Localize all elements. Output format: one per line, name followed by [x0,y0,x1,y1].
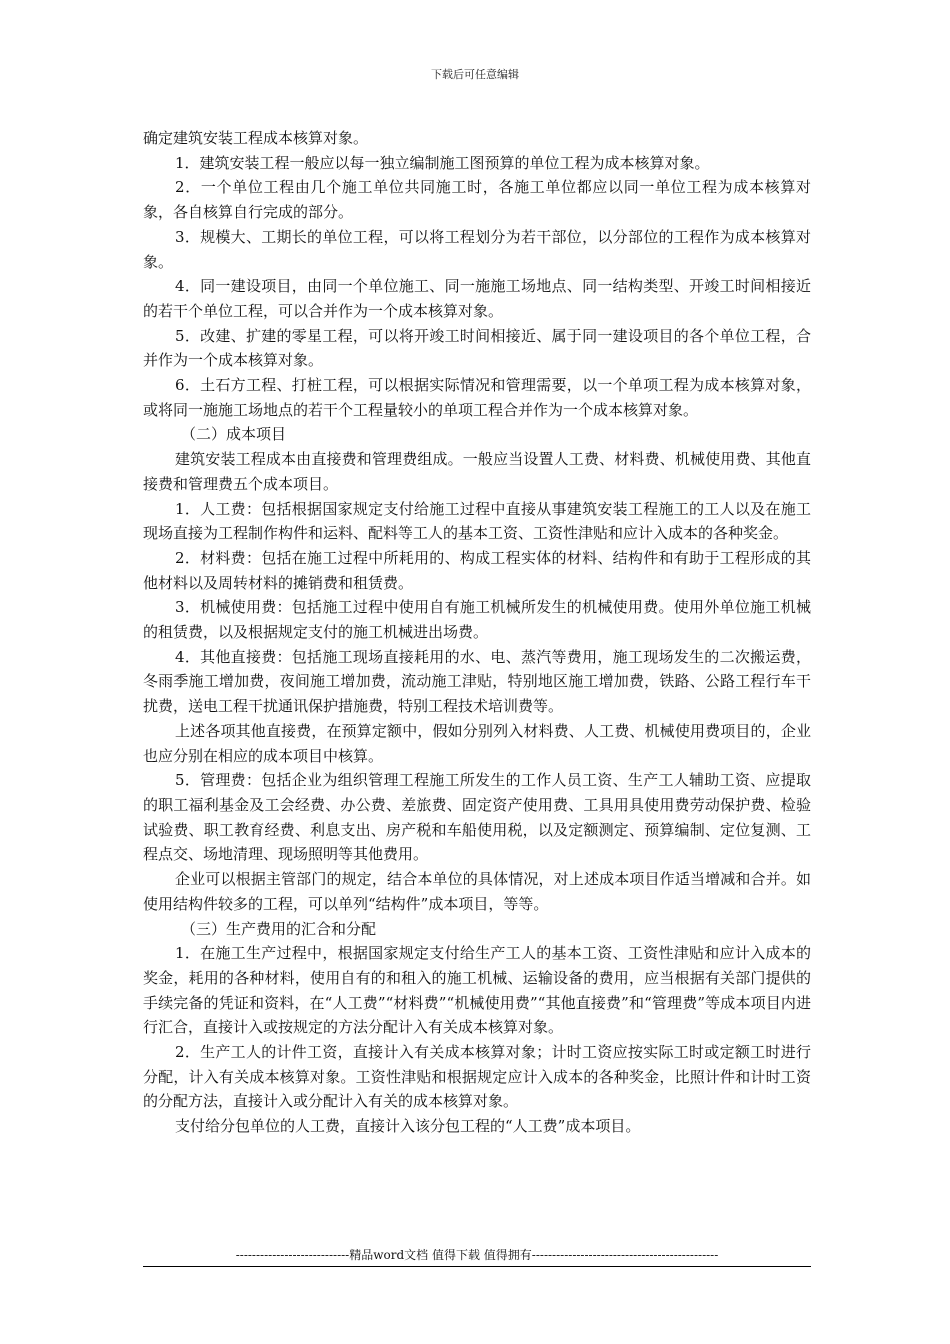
list-item-3: 3．规模大、工期长的单位工程，可以将工程划分为若干部位，以分部位的工程作为成本核算对象。 [143,227,811,271]
list-item-6: 6．土石方工程、打桩工程，可以根据实际情况和管理需要，以一个单项工程为成本核算对象，或将同一施施工场地点的若干个工程量较小的单项工程合并作为一个成本核算对象。 [143,376,811,419]
paragraph-continuation: 确定建筑安装工程成本核算对象。 [143,129,369,147]
page-footer: ----------------------------精品word文档 值得下载 值得拥有---------------------------------------------- [143,1246,811,1267]
paragraph-cost-intro: 建筑安装工程成本由直接费和管理费组成。一般应当设置人工费、材料费、机械使用费、其他直接费和管理费五个成本项目。 [143,450,811,493]
list-item-management-cost: 5．管理费：包括企业为组织管理工程施工所发生的工作人员工资、生产工人辅助工资、应提取的职工福利基金及工会经费、办公费、差旅费、固定资产使用费、工具用具使用费劳动保护费、检验试验费、职工教育经费、利息支出、房产税和车船使用税，以及定额测定、预算编制、定位复测、工程点交、场地清理、现场照明等其他费用。 [143,771,811,864]
section-heading-cost-allocation: （三）生产费用的汇合和分配 [181,919,377,938]
paragraph-subcontract-note: 支付给分包单位的人工费，直接计入该分包工程的“人工费”成本项目。 [175,1117,641,1136]
list-item-allocation-1: 1．在施工生产过程中，根据国家规定支付给生产工人的基本工资、工资性津贴和应计入成本的奖金，耗用的各种材料，使用自有的和租入的施工机械、运输设备的费用，应当根据有关部门提供的手续完备的凭证和资料，在“人工费”“材料费”“机械使用费”“其他直接费”和“管理费”等成本项目内进行汇合，直接计入或按规定的方法分配计入有关成本核算对象。 [143,944,811,1037]
paragraph-other-direct-note: 上述各项其他直接费，在预算定额中，假如分别列入材料费、人工费、机械使用费项目的，企业也应分别在相应的成本项目中核算。 [143,721,811,765]
list-item-4: 4．同一建设项目，由同一个单位施工、同一施施工场地点、同一结构类型、开竣工时间相接近的若干个单位工程，可以合并作为一个成本核算对象。 [143,277,811,320]
paragraph-adjustment-note: 企业可以根据主管部门的规定，结合本单位的具体情况，对上述成本项目作适当增减和合并。如使用结构件较多的工程，可以单列“结构件”成本项目，等等。 [143,870,811,913]
section-heading-cost-items: （二）成本项目 [181,425,287,444]
list-item-machinery-cost: 3．机械使用费：包括施工过程中使用自有施工机械所发生的机械使用费。使用外单位施工机械的租赁费，以及根据规定支付的施工机械进出场费。 [143,598,811,642]
list-item-material-cost: 2．材料费：包括在施工过程中所耗用的、构成工程实体的材料、结构件和有助于工程形成的其他材料以及周转材料的摊销费和租赁费。 [143,548,811,592]
page-header: 下载后可任意编辑 [431,68,519,81]
list-item-1: 1．建筑安装工程一般应以每一独立编制施工图预算的单位工程为成本核算对象。 [175,153,710,172]
list-item-other-direct-cost: 4．其他直接费：包括施工现场直接耗用的水、电、蒸汽等费用，施工现场发生的二次搬运费，冬雨季施工增加费，夜间施工增加费，流动施工津贴，特别地区施工增加费，铁路、公路工程行车干扰费，送电工程干扰通讯保护措施费，特别工程技术培训费等。 [143,647,811,716]
list-item-2: 2．一个单位工程由几个施工单位共同施工时，各施工单位都应以同一单位工程为成本核算对象，各自核算自行完成的部分。 [143,178,811,222]
list-item-5: 5．改建、扩建的零星工程，可以将开竣工时间相接近、属于同一建设项目的各个单位工程，合并作为一个成本核算对象。 [143,326,811,370]
list-item-allocation-2: 2．生产工人的计件工资，直接计入有关成本核算对象；计时工资应按实际工时或定额工时进行分配，计入有关成本核算对象。工资性津贴和根据规定应计入成本的各种奖金，比照计件和计时工资的分配方法，直接计入或分配计入有关的成本核算对象。 [143,1043,811,1111]
list-item-labor-cost: 1．人工费：包括根据国家规定支付给施工过程中直接从事建筑安装工程施工的工人以及在施工现场直接为工程制作构件和运料、配料等工人的基本工资、工资性津贴和应计入成本的各种奖金。 [143,499,811,543]
document-body [143,126,811,1139]
